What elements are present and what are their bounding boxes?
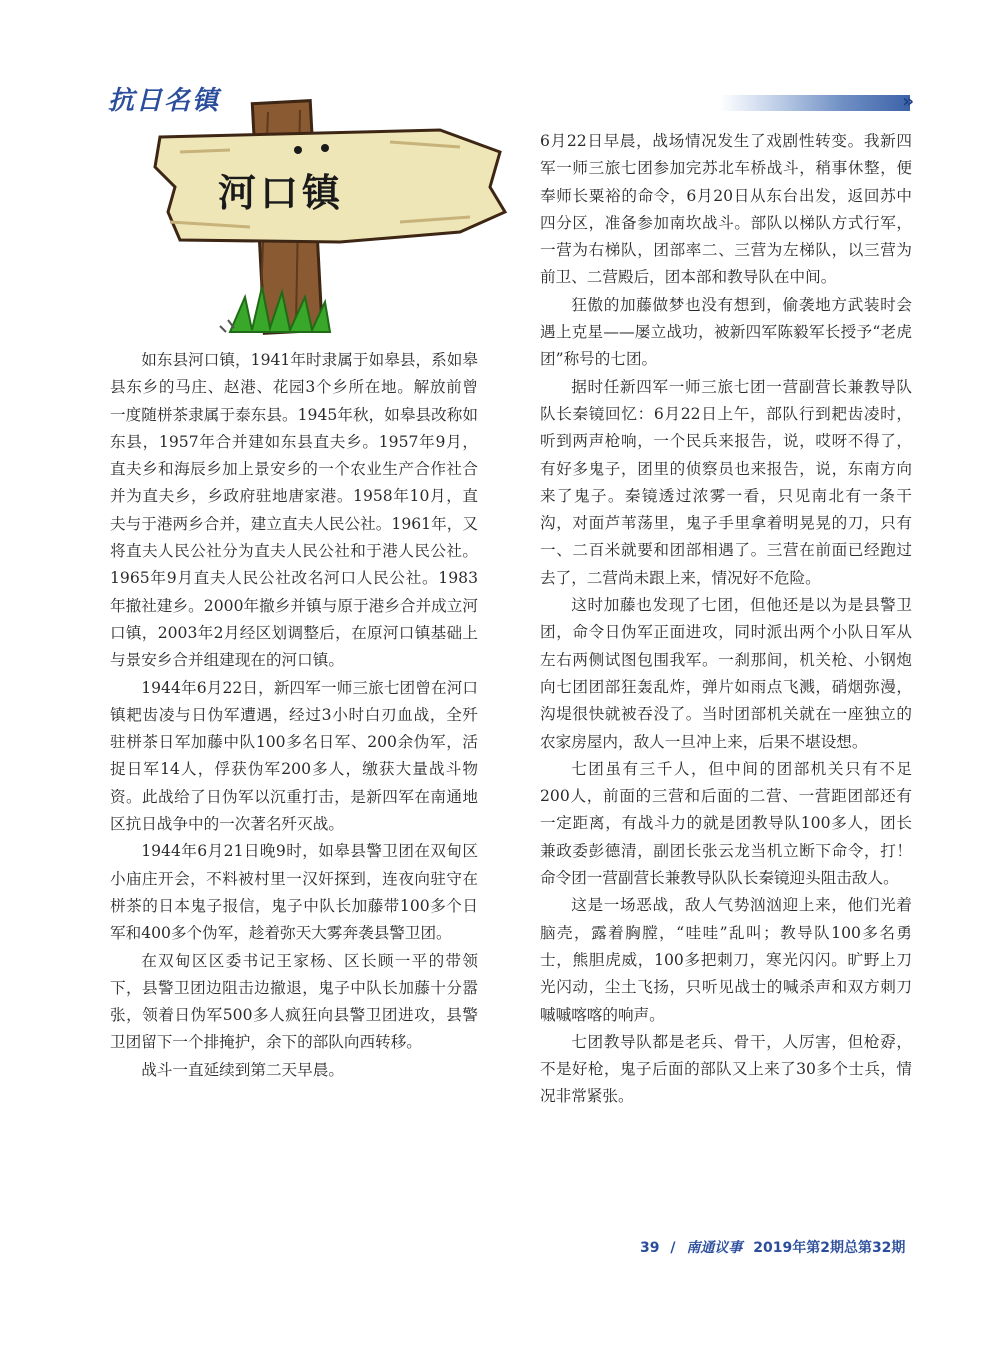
double-chevron-icon: » [902,91,914,112]
paragraph: 这时加藤也发现了七团，但他还是以为是县警卫团，命令日伪军正面进攻，同时派出两个小队日军从左右两侧试图包围我军。一刹那间，机关枪、小钢炮向七团团部狂轰乱炸，弹片如雨点飞溅，硝烟弥漫，沟堤很快就被吞没了。当时团部机关就在一座独立的农家房屋内，敌人一旦冲上来，后果不堪设想。 [540,596,912,751]
paragraph: 七团教导队都是老兵、骨干，人厉害，但枪孬，不是好枪，鬼子后面的部队又上来了30多个士兵，情况非常紧张。 [540,1032,912,1106]
paragraph: 这是一场恶战，敌人气势汹汹迎上来，他们光着脑壳，露着胸膛，“哇哇”乱叫；教导队100多名勇士，熊胆虎威，100多把刺刀，寒光闪闪。旷野上刀光闪动，尘土飞扬，只听见战士的喊杀声和双方刺刀嘁嘁喀喀的响声。 [540,896,912,1024]
page-number: 39 [640,1240,660,1256]
paragraph: 1944年6月21日晚9时，如皋县警卫团在双甸区小庙庄开会，不料被村里一汉奸探到，连夜向驻守在栟茶的日本鬼子报信，鬼子中队长加藤带100多个日军和400多个伪军，趁着弥天大雾奔袭县警卫团。 [110,842,478,943]
paragraph: 如东县河口镇，1941年时隶属于如皋县，系如皋县东乡的马庄、赵港、花园3个乡所在地。解放前曾一度随栟茶隶属于泰东县。1945年秋，如皋县改称如东县，1957年合并建如东县直夫乡。1957年9月，直夫乡和海辰乡加上景安乡的一个农业生产合作社合并为直夫乡，乡政府驻地唐家港。1958年10月，直夫与于港两乡合并，建立直夫人民公社。1961年，又将直夫人民公社分为直夫人民公社和于港人民公社。1965年9月直夫人民公社改名河口人民公社。1983年撤社建乡。2000年撤乡并镇与原于港乡合并成立河口镇，2003年2月经区划调整后，在原河口镇基础上与景安乡合并组建现在的河口镇。 [110,351,478,670]
paragraph: 七团虽有三千人，但中间的团部机关只有不足200人，前面的三营和后面的二营、一营距团部还有一定距离，有战斗力的就是团教导队100多人，团长兼政委彭德清，副团长张云龙当机立断下命令，打！命令团一营副营长兼教导队队长秦镜迎头阻击敌人。 [540,759,912,888]
signpost-illustration [140,92,520,352]
issue-info: 2019年第2期总第32期 [753,1240,906,1256]
page-footer [640,1237,911,1257]
paragraph: 1944年6月22日，新四军一师三旅七团曾在河口镇耙齿凌与日伪军遭遇，经过3小时白刃血战，全歼驻栟茶日军加藤中队100多名日军、200余伪军，活捉日军14人，俘获伪军200多人，缴获大量战斗物资。此战给了日伪军以沉重打击，是新四军在南通地区抗日战争中的一次著名歼灭战。 [110,678,478,834]
header-decoration-bar [720,91,914,112]
paragraph: 狂傲的加藤做梦也没有想到，偷袭地方武装时会遇上克星——屡立战功，被新四军陈毅军长授予“老虎团”称号的七团。 [540,295,912,369]
signpost-title: 河口镇 [218,171,345,215]
paragraph: 据时任新四军一师三旅七团一营副营长兼教导队队长秦镜回忆：6月22日上午，部队行到耙齿凌时，听到两声枪响，一个民兵来报告，说，哎呀不得了，有好多鬼子，团里的侦察员也来报告，说，东南方向来了鬼子。秦镜透过浓雾一看，只见南北有一条干沟，对面芦苇荡里，鬼子手里拿着明晃晃的刀，只有一、二百米就要和团部相遇了。三营在前面已经跑过去了，二营尚未跟上来，情况好不危险。 [540,377,912,587]
footer-separator: / [670,1240,676,1256]
right-column [540,128,912,1111]
left-column [110,347,478,1084]
paragraph: 在双甸区区委书记王家杨、区长顾一平的带领下，县警卫团边阻击边撤退，鬼子中队长加藤十分嚣张，领着日伪军500多人疯狂向县警卫团进攻，县警卫团留下一个排掩护，余下的部队向西转移。 [110,951,478,1052]
paragraph: 战斗一直延续到第二天早晨。 [141,1060,344,1079]
section-tag: 抗日名镇 [108,86,221,116]
magazine-name: 南通议事 [686,1240,743,1256]
paragraph: 6月22日早晨，战场情况发生了戏剧性转变。我新四军一师三旅七团参加完苏北车桥战斗，稍事休整，便奉师长粟裕的命令，6月20日从东台出发，返回苏中四分区，准备参加南坎战斗。部队以梯队方式行军，一营为右梯队，团部率二、三营为左梯队，以三营为前卫、二营殿后，团本部和教导队在中间。 [540,132,912,287]
